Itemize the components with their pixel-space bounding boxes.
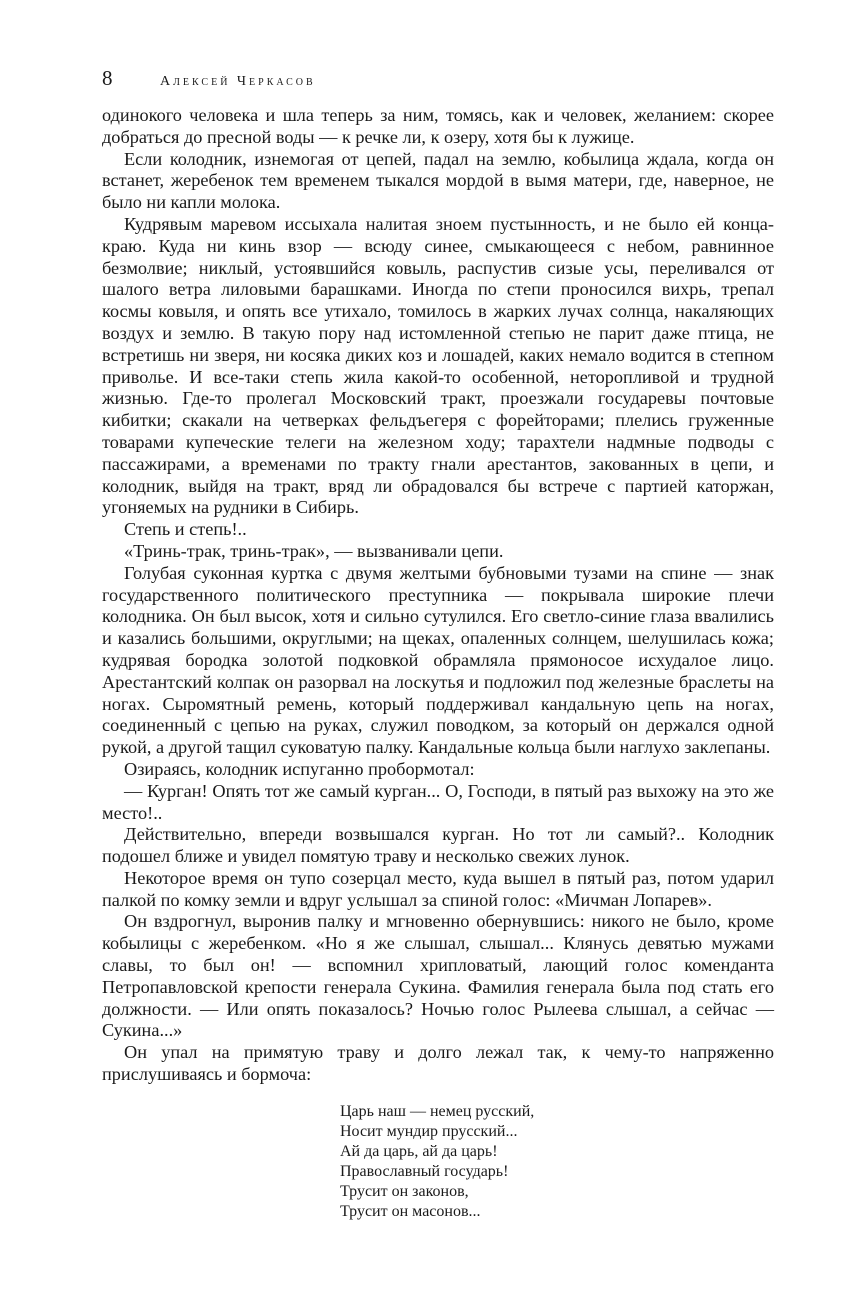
verse-block [340,1102,774,1222]
verse-line: Носит мундир прусский... [340,1122,518,1140]
book-page [102,66,774,1222]
verse-line: Ай да царь, ай да царь! [340,1142,498,1160]
page-number: 8 [102,66,113,90]
running-title-author: Алексей Черкасов [160,74,316,89]
running-head [102,66,774,96]
paragraph: Озираясь, колодник испуганно пробормотал: [124,758,475,779]
paragraph: Действительно, впереди возвышался курган. Но тот ли самый?.. Колодник подошел ближе и увидел помятую траву и несколько свежих лунок. [102,824,774,867]
paragraph: Кудрявым маревом иссыхала налитая зноем пустынность, и не было ей конца-краю. Куда ни кинь взор — всюду синее, смыкающееся с небом, равнинное безмолвие; никлый, устоявшийся ковыль, распустив сизые усы, переливался от шалого ветра лиловыми барашками. Иногда по степи проносился вихрь, трепал космы ковыля, и опять все утихало, томилось в жарких лучах солнца, накаляющих воздух и землю. В такую пору над истомленной степью не парит даже птица, не встретишь ни зверя, ни косяка диких коз и лошадей, каких немало водится в степном приволье. И все-таки степь жила какой-то особенной, неторопливой и трудной жизнью. Где-то пролегал Московский тракт, проезжали государевы почтовые кибитки; скакали на четверках фельдъегеря с форейторами; плелись груженные товарами купеческие телеги на железном ходу; тарахтели надмные подводы с пассажирами, а временами по тракту гнали арестантов, закованных в цепи, и колодник, выйдя на тракт, вряд ли обрадовался бы встрече с партией каторжан, угоняемых на рудники в Сибирь. [102,213,774,518]
paragraph: Если колодник, изнемогая от цепей, падал на землю, кобылица ждала, когда он встанет, жеребенок тем временем тыкался мордой в вымя матери, где, наверное, не было ни капли молока. [102,148,774,213]
paragraph: Некоторое время он тупо созерцал место, куда вышел в пятый раз, потом ударил палкой по комку земли и вдруг услышал за спиной голос: «Мичман Лопарев». [102,867,774,910]
verse-line: Православный государь! [340,1162,509,1180]
paragraph: Он упал на примятую траву и долго лежал так, к чему-то напряженно прислушиваясь и бормоча: [102,1042,774,1085]
verse-line: Трусит он масонов... [340,1202,481,1220]
verse-line: Царь наш — немец русский, [340,1102,535,1120]
paragraph: Степь и степь!.. [124,519,247,540]
paragraph: «Тринь-трак, тринь-трак», — вызванивали цепи. [124,540,504,561]
body-text [102,105,774,1086]
paragraph: Голубая суконная куртка с двумя желтыми бубновыми тузами на спине — знак государственного политического преступника — покрывала широкие плечи колодника. Он был высок, хотя и сильно сутулился. Его светло-синие глаза ввалились и казались большими, округлыми; на щеках, опаленных солнцем, шелушилась кожа; кудрявая бородка золотой подковкой обрамляла прямоносое исхудалое лицо. Арестантский колпак он разорвал на лоскутья и подложил под железные браслеты на ногах. Сыромятный ремень, который поддерживал кандальную цепь на ногах, соединенный с цепью на руках, служил поводком, за который он держался одной рукой, а другой тащил суковатую палку. Кандальные кольца были наглухо заклепаны. [102,562,774,758]
paragraph-continued: одинокого человека и шла теперь за ним, томясь, как и человек, желанием: скорее добраться до пресной воды — к речке ли, к озеру, хотя бы к лужице. [102,105,774,147]
paragraph: Он вздрогнул, выронив палку и мгновенно обернувшись: никого не было, кроме кобылицы с жеребенком. «Но я же слышал, слышал... Клянусь девятью мужами славы, то был он! — вспомнил хрипловатый, лающий голос коменданта Петропавловской крепости генерала Сукина. Фамилия генерала была под стать его должности. — Или опять показалось? Ночью голос Рылеева слышал, а сейчас — Сукина...» [102,911,774,1041]
paragraph-dialogue: — Курган! Опять тот же самый курган... О, Господи, в пятый раз выхожу на это же место!.. [102,780,774,823]
verse-line: Трусит он законов, [340,1182,469,1200]
